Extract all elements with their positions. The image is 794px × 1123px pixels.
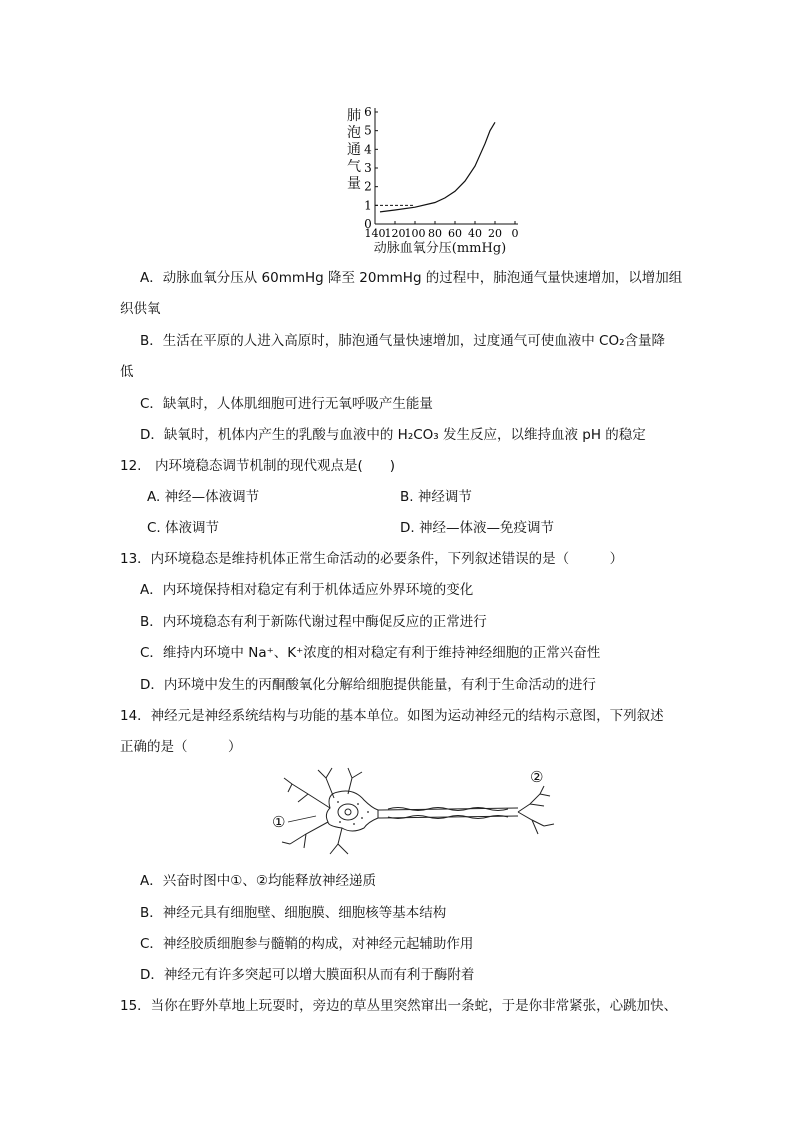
y-tick-label: 3 xyxy=(364,161,372,175)
q13-option-a: A．内环境保持相对稳定有利于机体适应外界环境的变化 xyxy=(140,582,474,598)
q12-option-c: C. 体液调节 xyxy=(147,520,220,536)
q13-option-d: D．内环境中发生的丙酮酸氧化分解给细胞提供能量，有利于生命活动的进行 xyxy=(140,677,596,693)
y-axis-label-char: 通 xyxy=(347,142,361,158)
q12-option-a: A. 神经—体液调节 xyxy=(147,489,260,505)
neuron-diagram xyxy=(268,764,568,859)
q14-option-c: C．神经胶质细胞参与髓鞘的构成，对神经元起辅助作用 xyxy=(140,936,474,952)
q14-stem: 14．神经元是神经系统结构与功能的基本单位。如图为运动神经元的结构示意图，下列叙述 xyxy=(120,708,664,724)
q11-option-d: D．缺氧时，机体内产生的乳酸与血液中的 H₂CO₃ 发生反应，以维持血液 pH 的稳定 xyxy=(140,427,646,443)
cell-body xyxy=(326,791,378,831)
y-tick-label: 0 xyxy=(364,217,372,231)
dendrite xyxy=(318,768,334,798)
x-tick-label: 0 xyxy=(511,227,519,240)
q11-option-b: B．生活在平原的人进入高原时，肺泡通气量快速增加，过度通气可使血液中 CO₂含量降 xyxy=(140,333,666,349)
y-axis-label-char: 肺 xyxy=(347,108,361,124)
y-tick-label: 4 xyxy=(364,142,372,157)
x-tick-label: 20 xyxy=(488,227,502,240)
y-axis-label-char: 泡 xyxy=(347,125,361,141)
x-tick-label: 100 xyxy=(404,227,426,240)
q13-option-b: B．内环境稳态有利于新陈代谢过程中酶促反应的正常进行 xyxy=(140,614,487,630)
q12-option-b: B. 神经调节 xyxy=(400,489,472,505)
q14-stem-cont: 正确的是（ ） xyxy=(120,739,242,755)
nucleus xyxy=(338,804,358,820)
q11-option-a-cont: 织供氧 xyxy=(120,301,161,317)
x-tick-label: 40 xyxy=(468,227,482,240)
ventilation-chart xyxy=(330,96,530,261)
label-2: ② xyxy=(530,768,544,786)
q11-option-b-cont: 低 xyxy=(120,364,134,380)
y-axis-label xyxy=(347,107,361,192)
axon-terminal xyxy=(518,786,554,834)
x-tick-label: 60 xyxy=(448,227,462,240)
q13-stem: 13．内环境稳态是维持机体正常生命活动的必要条件，下列叙述错误的是（ ） xyxy=(120,551,624,567)
q14-option-a: A．兴奋时图中①、②均能释放神经递质 xyxy=(140,873,376,889)
q13-option-c: C．维持内环境中 Na⁺、K⁺浓度的相对稳定有利于维持神经细胞的正常兴奋性 xyxy=(140,645,601,661)
y-axis-label-char: 量 xyxy=(347,176,361,192)
dendrite xyxy=(284,778,330,808)
y-tick-label: 6 xyxy=(364,105,372,119)
q15-stem: 15．当你在野外草地上玩耍时，旁边的草丛里突然窜出一条蛇，于是你非常紧张，心跳加快、 xyxy=(120,998,678,1014)
ventilation-curve xyxy=(380,122,495,212)
dendrite xyxy=(330,828,348,854)
q14-option-b: B．神经元具有细胞壁、细胞膜、细胞核等基本结构 xyxy=(140,905,447,921)
q11-option-c: C．缺氧时，人体肌细胞可进行无氧呼吸产生能量 xyxy=(140,396,433,412)
x-tick-label: 120 xyxy=(384,227,406,240)
q12-option-d: D. 神经—体液—免疫调节 xyxy=(400,520,554,536)
dendrite xyxy=(282,822,328,848)
y-tick-label: 5 xyxy=(364,123,372,138)
q14-option-d: D．神经元有许多突起可以增大膜面积从而有利于酶附着 xyxy=(140,967,475,983)
label-1: ① xyxy=(272,813,286,831)
y-axis-label-char: 气 xyxy=(347,159,361,175)
y-tick-label: 1 xyxy=(364,198,372,213)
x-tick-label: 80 xyxy=(428,227,442,240)
dendrite xyxy=(348,768,362,794)
x-axis-label: 动脉血氧分压(mmHg) xyxy=(373,241,507,256)
y-tick-label: 2 xyxy=(364,179,372,194)
q12-stem: 12. 内环境稳态调节机制的现代观点是( ) xyxy=(120,458,396,474)
q11-option-a: A．动脉血氧分压从 60mmHg 降至 20mmHg 的过程中，肺泡通气量快速增加，以增加组 xyxy=(140,270,683,286)
x-tick-label: 140 xyxy=(364,227,386,240)
